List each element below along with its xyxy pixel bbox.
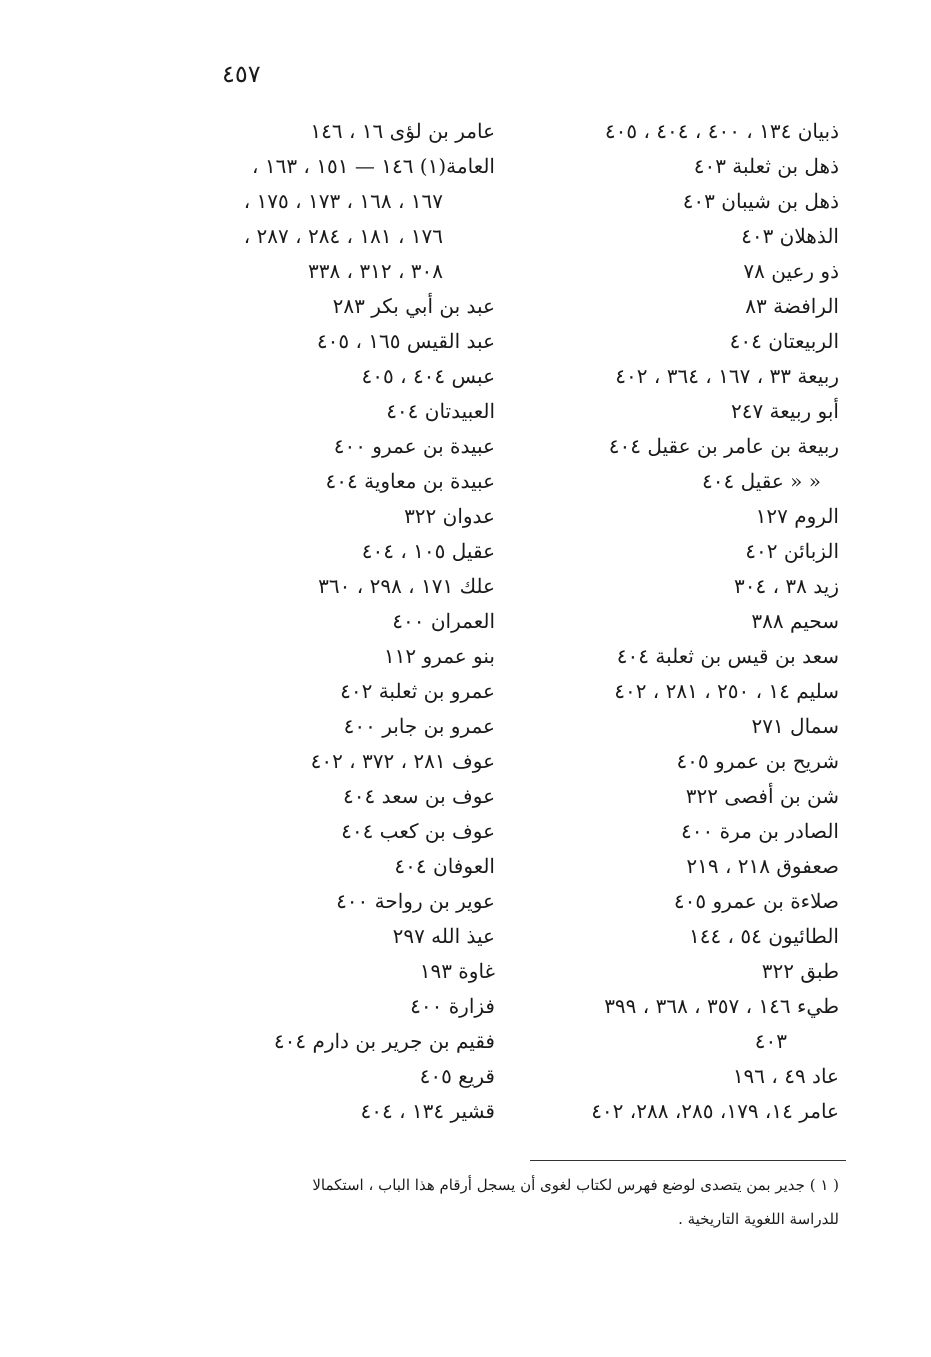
index-entry: « « عقيل ٤٠٤ bbox=[701, 469, 821, 493]
index-entry: بنو عمرو ١١٢ bbox=[383, 644, 495, 668]
index-entry: زيد ٣٨ ، ٣٠٤ bbox=[734, 574, 839, 598]
footnote-line-1: ( ١ ) جدير بمن يتصدى لوضع فهرس لكتاب لغوى أن يسجل أرقام هذا الباب ، استكمالا bbox=[312, 1176, 839, 1194]
index-entry: ذهل بن شيبان ٤٠٣ bbox=[682, 189, 839, 213]
index-entry: سعد بن قيس بن ثعلبة ٤٠٤ bbox=[616, 644, 839, 668]
index-entry: سليم ١٤ ، ٢٥٠ ، ٢٨١ ، ٤٠٢ bbox=[614, 679, 839, 703]
index-entry: عبيدة بن عمرو ٤٠٠ bbox=[333, 434, 495, 458]
index-entry: العبيدتان ٤٠٤ bbox=[386, 399, 495, 423]
index-entry: سمال ٢٧١ bbox=[751, 714, 839, 738]
index-entry: عقيل ١٠٥ ، ٤٠٤ bbox=[361, 539, 495, 563]
index-entry: العوفان ٤٠٤ bbox=[394, 854, 495, 878]
index-entry: ربيعة ٣٣ ، ١٦٧ ، ٣٦٤ ، ٤٠٢ bbox=[615, 364, 839, 388]
index-entry: عوف ٢٨١ ، ٣٧٢ ، ٤٠٢ bbox=[310, 749, 495, 773]
index-entry: عوف بن سعد ٤٠٤ bbox=[343, 784, 495, 808]
index-entry: عيذ الله ٢٩٧ bbox=[392, 924, 495, 948]
index-entry: عوف بن كعب ٤٠٤ bbox=[341, 819, 495, 843]
index-entry: ١٦٧ ، ١٦٨ ، ١٧٣ ، ١٧٥ ، bbox=[243, 189, 443, 213]
index-entry: عبد القيس ١٦٥ ، ٤٠٥ bbox=[316, 329, 495, 353]
index-entry: سحيم ٣٨٨ bbox=[751, 609, 839, 633]
index-entry: ذبيان ١٣٤ ، ٤٠٠ ، ٤٠٤ ، ٤٠٥ bbox=[604, 119, 839, 143]
index-entry: قريع ٤٠٥ bbox=[419, 1064, 495, 1088]
index-entry: عمرو بن ثعلبة ٤٠٢ bbox=[340, 679, 495, 703]
index-entry: عبد بن أبي بكر ٢٨٣ bbox=[332, 294, 495, 318]
footnote-divider bbox=[530, 1160, 846, 1161]
index-column-right bbox=[499, 114, 839, 1129]
index-entry: قشير ١٣٤ ، ٤٠٤ bbox=[360, 1099, 495, 1123]
index-entry: عبيدة بن معاوية ٤٠٤ bbox=[325, 469, 495, 493]
index-entry: غاوة ١٩٣ bbox=[419, 959, 495, 983]
page-number: ٤٥٧ bbox=[222, 60, 261, 88]
index-column-left bbox=[195, 114, 495, 1129]
index-entry: ٣٠٨ ، ٣١٢ ، ٣٣٨ bbox=[307, 259, 443, 283]
index-entry: عامر بن لؤى ١٦ ، ١٤٦ bbox=[310, 119, 495, 143]
index-entry: شريح بن عمرو ٤٠٥ bbox=[676, 749, 839, 773]
index-entry: الرافضة ٨٣ bbox=[745, 294, 839, 318]
index-entry: الربيعتان ٤٠٤ bbox=[729, 329, 839, 353]
index-entry: عاد ٤٩ ، ١٩٦ bbox=[732, 1064, 839, 1088]
index-entry: عبس ٤٠٤ ، ٤٠٥ bbox=[361, 364, 495, 388]
index-entry: الصادر بن مرة ٤٠٠ bbox=[681, 819, 839, 843]
index-entry: الروم ١٢٧ bbox=[755, 504, 839, 528]
index-entry: ١٧٦ ، ١٨١ ، ٢٨٤ ، ٢٨٧ ، bbox=[243, 224, 443, 248]
index-entry: ٤٠٣ bbox=[754, 1029, 787, 1053]
index-entry: العامة(١) ١٤٦ — ١٥١ ، ١٦٣ ، bbox=[252, 154, 495, 178]
index-entry: عوير بن رواحة ٤٠٠ bbox=[336, 889, 495, 913]
index-entry: العمران ٤٠٠ bbox=[392, 609, 495, 633]
index-entry: فزارة ٤٠٠ bbox=[410, 994, 495, 1018]
index-entry: صلاءة بن عمرو ٤٠٥ bbox=[673, 889, 839, 913]
index-entry: فقيم بن جرير بن دارم ٤٠٤ bbox=[273, 1029, 495, 1053]
index-entry: علك ١٧١ ، ٢٩٨ ، ٣٦٠ bbox=[318, 574, 495, 598]
footnote-line-2: للدراسة اللغوية التاريخية . bbox=[678, 1210, 839, 1228]
footnote bbox=[189, 1168, 839, 1236]
index-entry: صعفوق ٢١٨ ، ٢١٩ bbox=[686, 854, 839, 878]
index-entry: عامر ١٤، ١٧٩، ٢٨٥، ٢٨٨، ٤٠٢ bbox=[591, 1099, 839, 1123]
index-entry: الذهلان ٤٠٣ bbox=[741, 224, 839, 248]
index-entry: ربيعة بن عامر بن عقيل ٤٠٤ bbox=[608, 434, 839, 458]
index-entry: ذو رعين ٧٨ bbox=[743, 259, 839, 283]
index-entry: الزبائن ٤٠٢ bbox=[745, 539, 839, 563]
index-entry: طيء ١٤٦ ، ٣٥٧ ، ٣٦٨ ، ٣٩٩ bbox=[604, 994, 839, 1018]
index-entry: طبق ٣٢٢ bbox=[761, 959, 839, 983]
index-entry: عمرو بن جابر ٤٠٠ bbox=[343, 714, 495, 738]
index-entry: الطائيون ٥٤ ، ١٤٤ bbox=[688, 924, 839, 948]
index-entry: عدوان ٣٢٢ bbox=[404, 504, 495, 528]
index-entry: ذهل بن ثعلبة ٤٠٣ bbox=[693, 154, 839, 178]
index-entry: شن بن أفصى ٣٢٢ bbox=[685, 784, 839, 808]
index-entry: أبو ربيعة ٢٤٧ bbox=[730, 399, 839, 423]
